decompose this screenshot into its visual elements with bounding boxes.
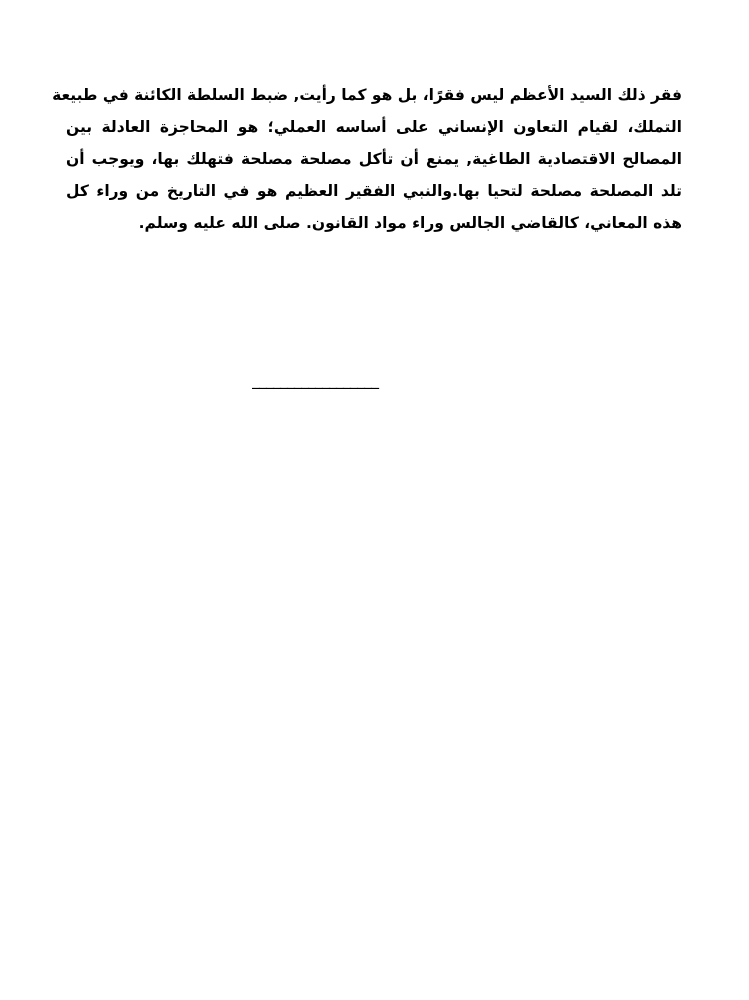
body-paragraph bbox=[52, 79, 682, 239]
section-separator: __________________ bbox=[252, 370, 378, 389]
paragraph-line-4: تلد المصلحة مصلحة لتحيا بها.والنبي الفقير العظيم هو في التاريخ من وراء كل bbox=[66, 182, 682, 200]
paragraph-line-5: هذه المعاني، كالقاضي الجالس وراء مواد القانون. صلى الله عليه وسلم. bbox=[138, 214, 682, 232]
paragraph-line-1: فقر ذلك السيد الأعظم ليس فقرًا، بل هو كما رأيت, ضبط السلطة الكائنة في طبيعة bbox=[52, 86, 682, 104]
paragraph-line-3: المصالح الاقتصادية الطاغية, يمنع أن تأكل مصلحة مصلحة فتهلك بها، ويوجب أن bbox=[66, 150, 682, 168]
paragraph-line-2: التملك، لقيام التعاون الإنساني على أساسه العملي؛ هو المحاجزة العادلة بين bbox=[66, 118, 682, 136]
